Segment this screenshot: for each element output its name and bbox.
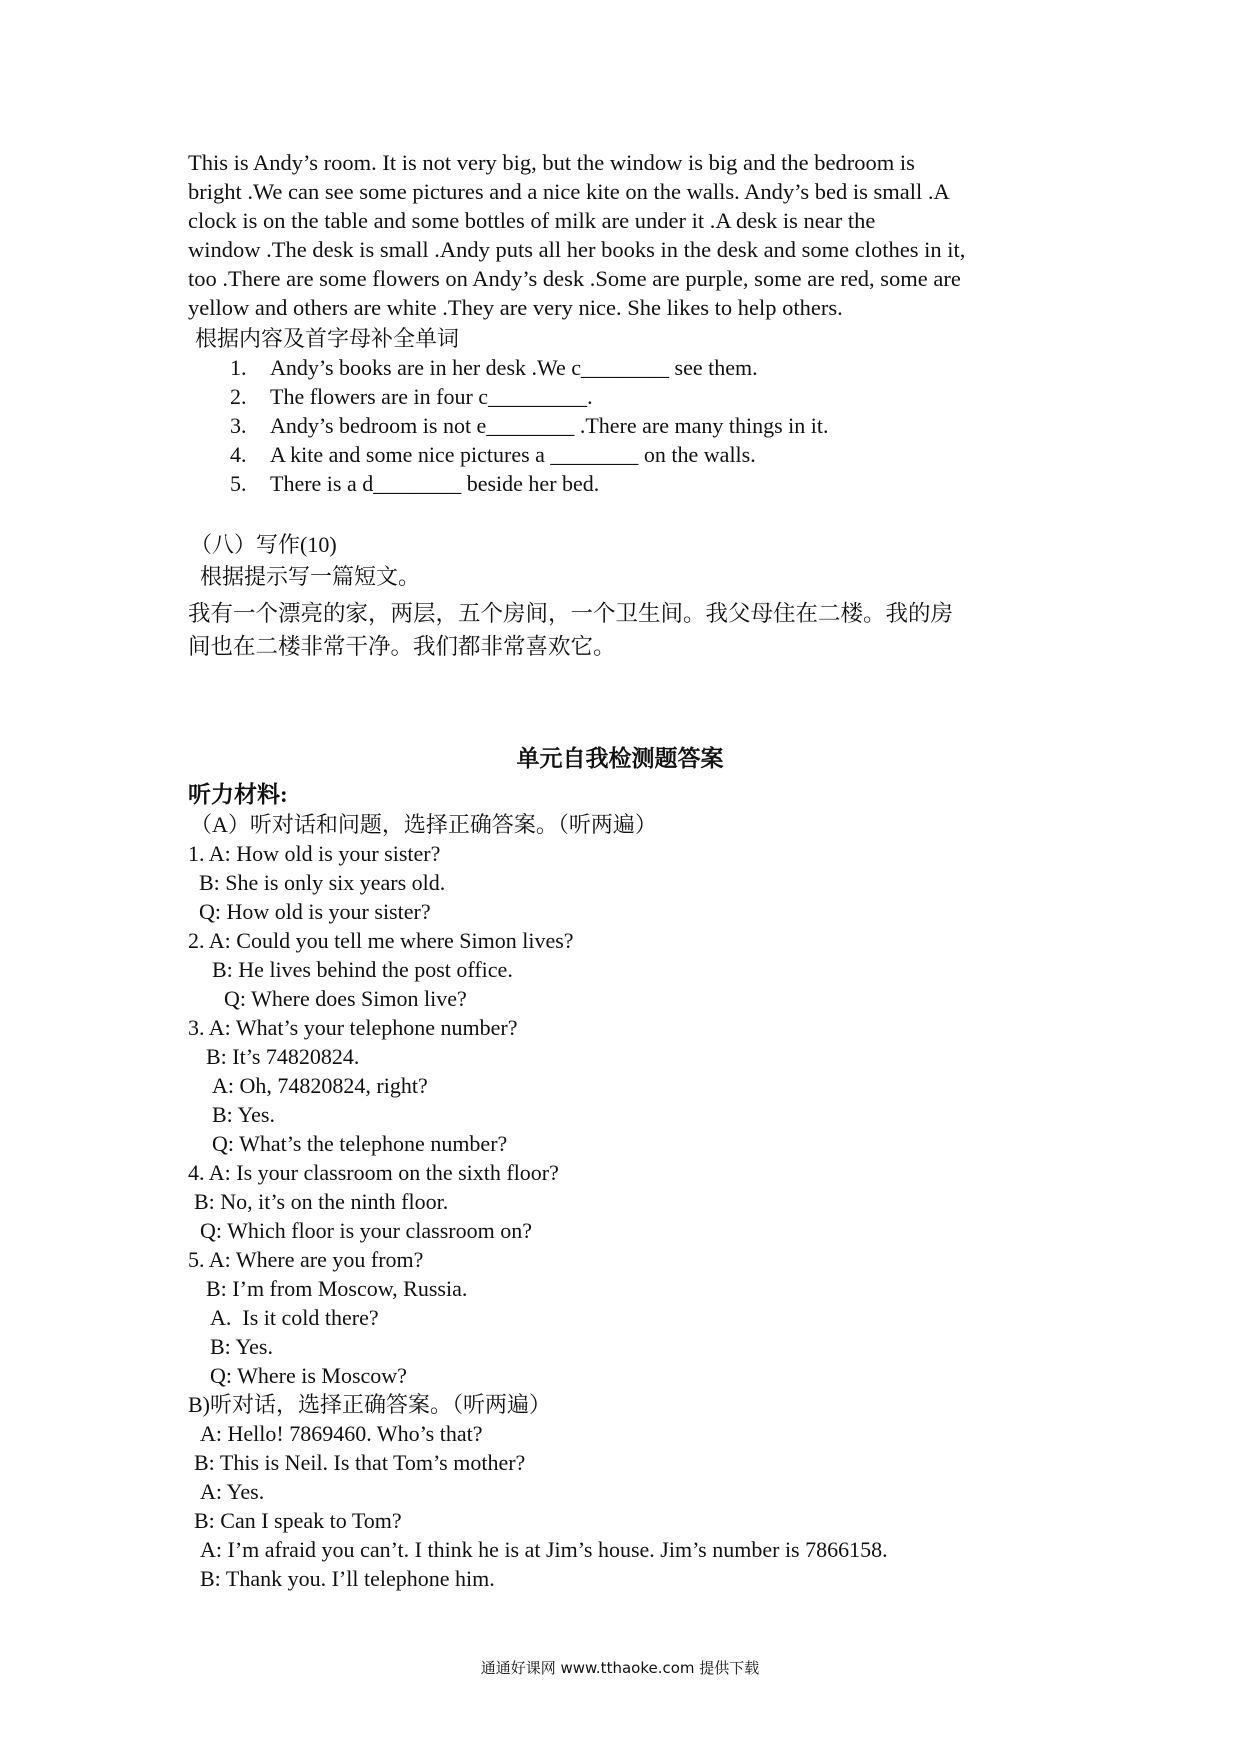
dialog-line: A: Yes. — [200, 1479, 265, 1504]
fill-in-instruction: 根据内容及首字母补全单词 — [195, 326, 460, 351]
question-text: There is a d________ beside her bed. — [270, 471, 600, 496]
question-number: 2. — [230, 384, 247, 409]
passage-line: too .There are some flowers on Andy’s desk .Some are purple, some are red, some are — [188, 266, 961, 291]
dialog-line: B: Yes. — [212, 1102, 275, 1127]
dialog-line: 5. A: Where are you from? — [188, 1247, 424, 1272]
fill-in-question-list — [230, 353, 828, 498]
dialog-line: B: Yes. — [210, 1334, 273, 1359]
listening-material-heading: 听力材料: — [188, 782, 288, 807]
dialog-line: 3. A: What’s your telephone number? — [188, 1015, 518, 1040]
dialog-line: B: This is Neil. Is that Tom’s mother? — [194, 1450, 526, 1475]
dialog-line: Q: What’s the telephone number? — [212, 1131, 508, 1156]
dialog-line: B: I’m from Moscow, Russia. — [206, 1276, 468, 1301]
listening-dialogs — [188, 810, 1088, 1593]
dialog-line: 4. A: Is your classroom on the sixth floor? — [188, 1160, 559, 1185]
question-number: 5. — [230, 471, 247, 496]
writing-prompt-line: 间也在二楼非常干净。我们都非常喜欢它。 — [188, 634, 616, 659]
dialog-line: B: She is only six years old. — [199, 870, 446, 895]
passage-line: bright .We can see some pictures and a nice kite on the walls. Andy’s bed is small .A — [188, 179, 950, 204]
question-number: 3. — [230, 413, 247, 438]
dialog-line: Q: Where is Moscow? — [210, 1363, 407, 1388]
dialog-line: B: Can I speak to Tom? — [194, 1508, 402, 1533]
dialog-line: B: Thank you. I’ll telephone him. — [200, 1566, 495, 1591]
dialog-line: （A）听对话和问题，选择正确答案。（听两遍） — [190, 812, 657, 837]
fill-in-question — [230, 411, 828, 440]
passage-line: yellow and others are white .They are very nice. She likes to help others. — [188, 295, 843, 320]
answer-key-title: 单元自我检测题答案 — [516, 746, 724, 771]
dialog-line: A: Hello! 7869460. Who’s that? — [200, 1421, 483, 1446]
dialog-line: B: He lives behind the post office. — [212, 957, 513, 982]
dialog-line: A. Is it cold there? — [210, 1305, 379, 1330]
question-text: Andy’s bedroom is not e________ .There are many things in it. — [270, 413, 829, 438]
passage-line: clock is on the table and some bottles of milk are under it .A desk is near the — [188, 208, 876, 233]
question-number: 1. — [230, 355, 247, 380]
passage-line: This is Andy’s room. It is not very big, but the window is big and the bedroom is — [188, 150, 915, 175]
dialog-line: Q: Which floor is your classroom on? — [200, 1218, 532, 1243]
writing-section-heading: （八）写作(10) — [190, 532, 337, 557]
dialog-line: B: It’s 74820824. — [206, 1044, 360, 1069]
writing-prompt — [188, 597, 1068, 663]
question-number: 4. — [230, 442, 247, 467]
fill-in-question — [230, 353, 828, 382]
dialog-line: B)听对话，选择正确答案。（听两遍） — [188, 1392, 552, 1417]
dialog-line: Q: Where does Simon live? — [224, 986, 467, 1011]
writing-prompt-line: 我有一个漂亮的家，两层，五个房间，一个卫生间。我父母住在二楼。我的房 — [188, 601, 954, 626]
question-text: Andy’s books are in her desk .We c________ see them. — [270, 355, 758, 380]
dialog-line: 1. A: How old is your sister? — [188, 841, 441, 866]
writing-instruction: 根据提示写一篇短文。 — [200, 564, 421, 589]
reading-passage — [188, 148, 1068, 322]
footer-download-note: 通通好课网 www.tthaoke.com 提供下载 — [480, 1659, 760, 1677]
fill-in-question — [230, 469, 828, 498]
dialog-line: Q: How old is your sister? — [199, 899, 431, 924]
dialog-line: A: I’m afraid you can’t. I think he is at Jim’s house. Jim’s number is 7866158. — [200, 1537, 888, 1562]
fill-in-question — [230, 382, 828, 411]
dialog-line: A: Oh, 74820824, right? — [212, 1073, 428, 1098]
dialog-line: 2. A: Could you tell me where Simon lives? — [188, 928, 574, 953]
dialog-line: B: No, it’s on the ninth floor. — [194, 1189, 449, 1214]
question-text: A kite and some nice pictures a ________ on the walls. — [270, 442, 756, 467]
question-text: The flowers are in four c_________. — [270, 384, 593, 409]
fill-in-question — [230, 440, 828, 469]
passage-line: window .The desk is small .Andy puts all her books in the desk and some clothes in it, — [188, 237, 966, 262]
